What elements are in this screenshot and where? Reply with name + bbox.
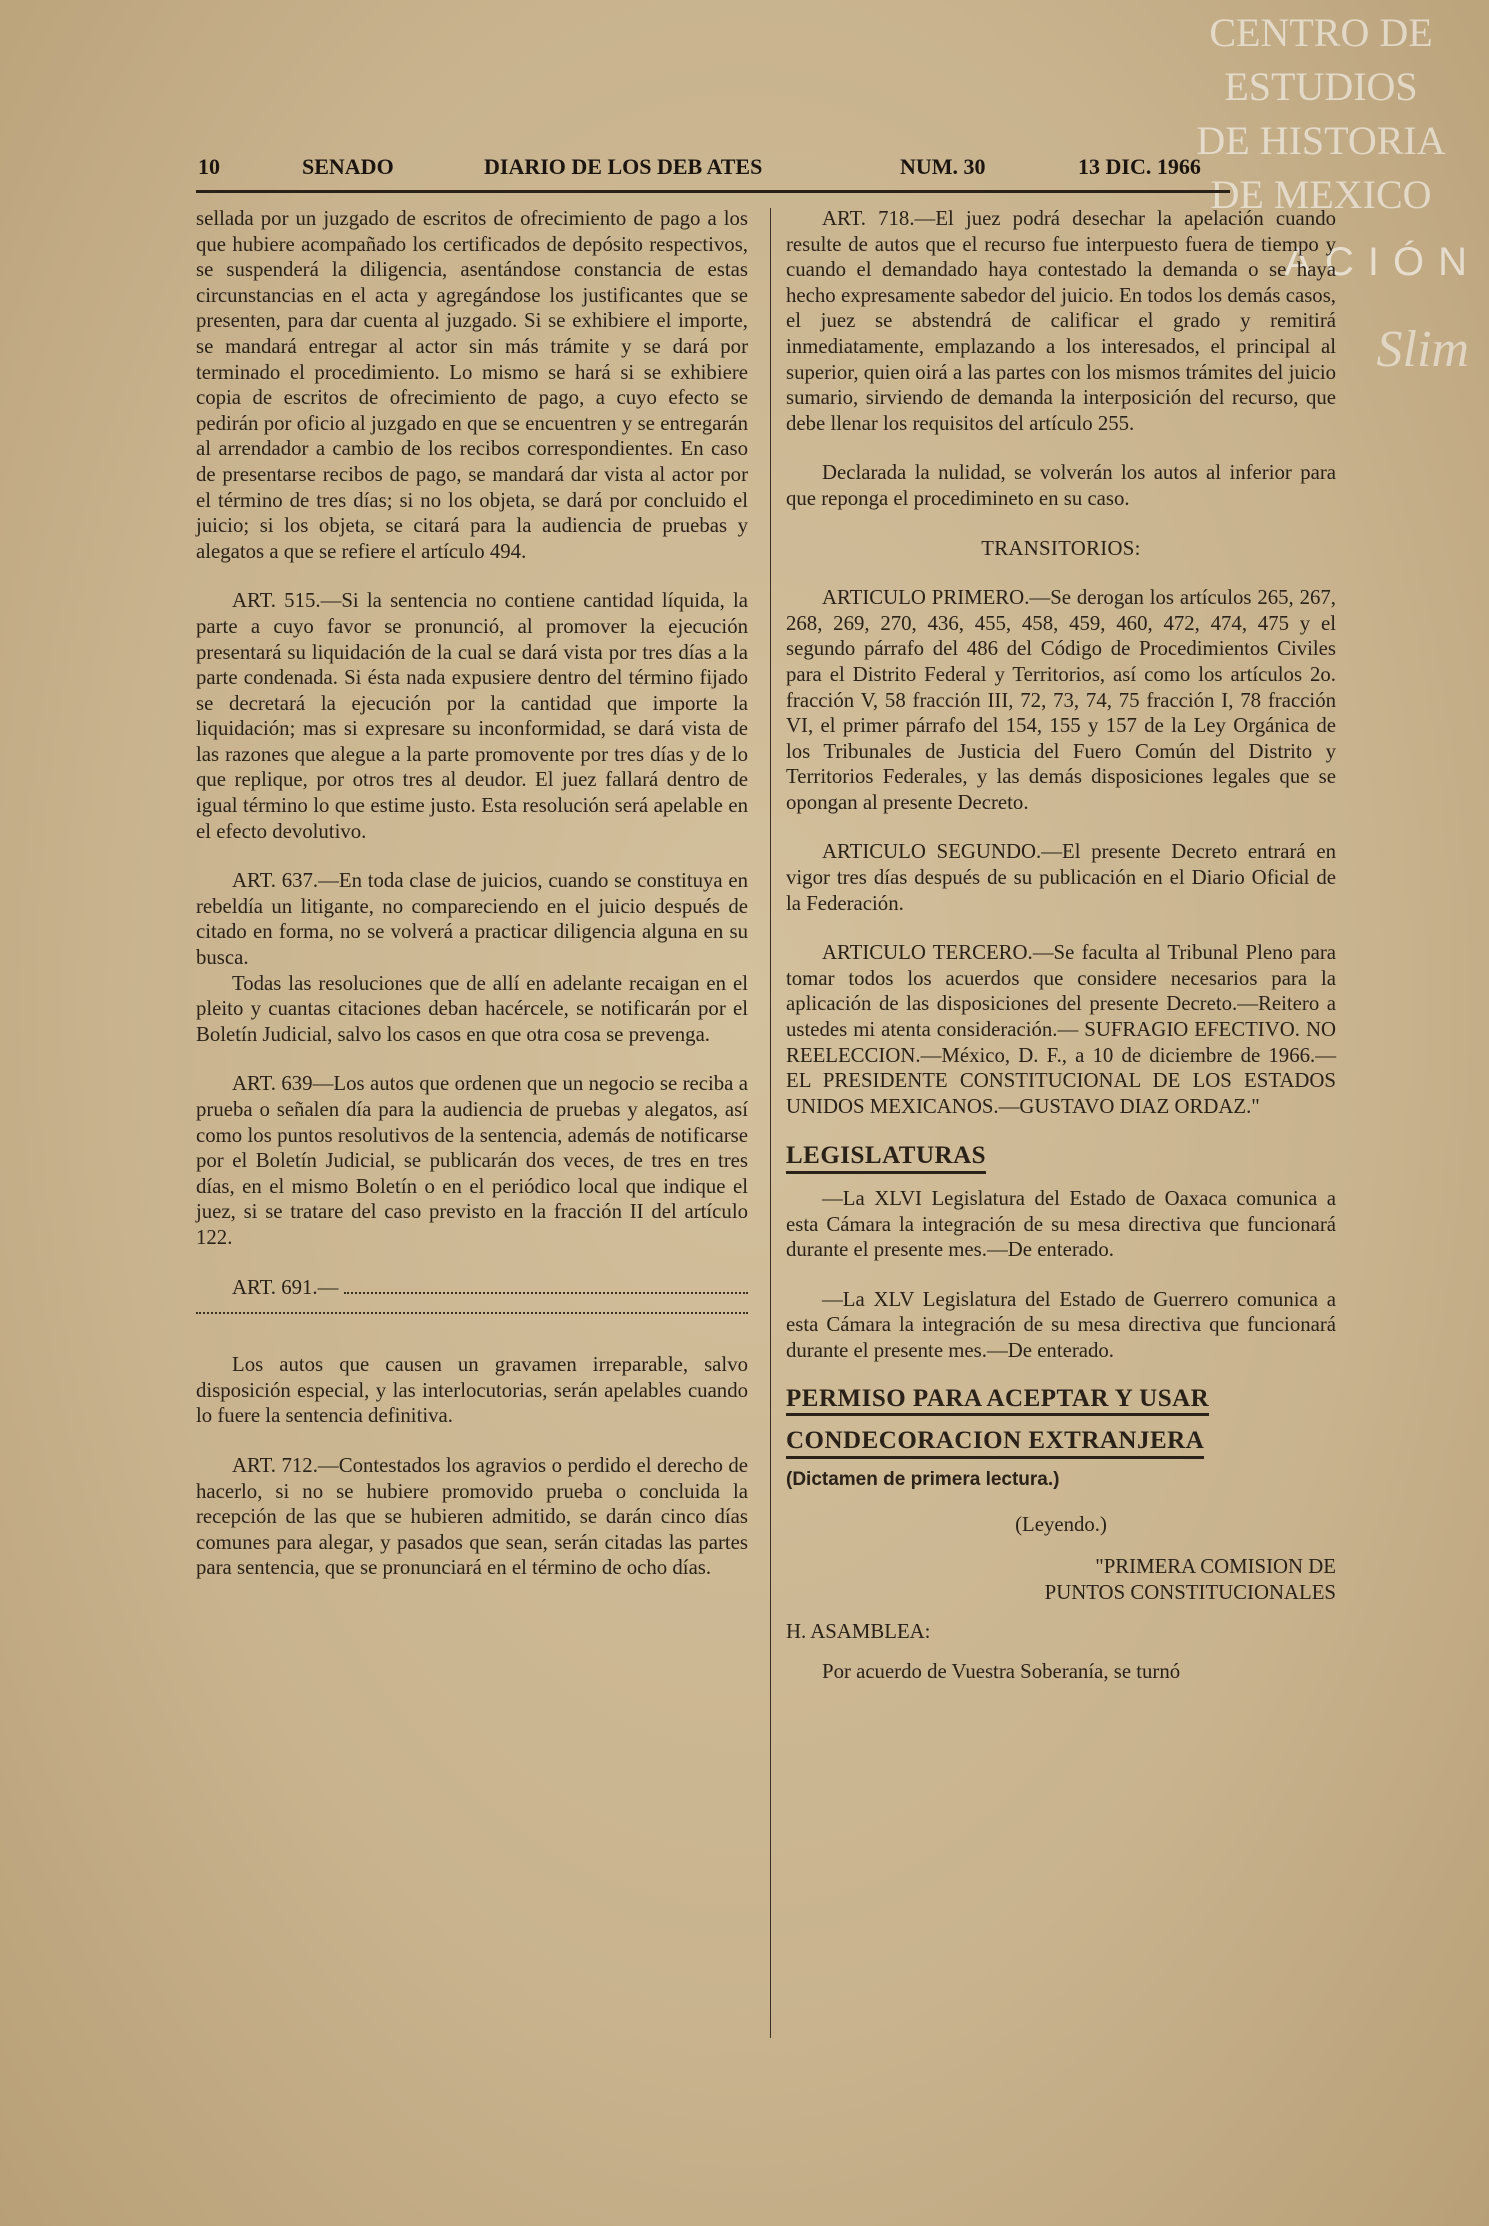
column-divider — [770, 208, 771, 2038]
paragraph: Los autos que causen un gravamen irreparable, salvo disposición especial, y las interlocutorias, serán apelables cuando lo fuere la sentencia definitiva. — [196, 1353, 748, 1428]
article-691-label: ART. 691.— — [232, 1275, 339, 1299]
article-718: ART. 718.—El juez podrá desechar la apelación cuando resulte de autos que el recurso fue interpuesto fuera de tiempo y cuando el demandado haya contestado la demanda o se haya hecho expresamente sabedor del juicio. En todos los demás casos, el juez se abstendrá de calificar el grado y remitirá inmediatamente, emplazando a los interesados, el principal al superior, quien oirá a las partes con los mismos trámites del juicio sumario, sirviendo de demanda la interposición del recurso, que debe llenar los requisitos del artículo 255. — [786, 207, 1336, 435]
article-691 — [196, 1275, 748, 1301]
article-637: ART. 637.—En toda clase de juicios, cuando se constituya en rebeldía un litigante, no compareciendo en el juicio después de citado en forma, no se volverá a practicar diligencia alguna en su busca. — [196, 869, 748, 970]
stage-direction: (Leyendo.) — [1015, 1513, 1107, 1537]
section-title-condecoracion: CONDECORACION EXTRANJERA — [786, 1428, 1204, 1459]
paragraph: —La XLVI Legislatura del Estado de Oaxaca comunica a esta Cámara la integración de su mesa directiva que funcionará durante el presente mes.—De enterado. — [786, 1187, 1336, 1262]
committee-name: PUNTOS CONSTITUCIONALES — [1044, 1580, 1336, 1604]
paragraph: sellada por un juzgado de escritos de ofrecimiento de pago a los que hubiere acompañado los certificados de depósito respectivos, se suspenderá la diligencia, asentándose constancia de estas circunstancias en el acta y agregándose los justificantes que se presenten, para dar cuenta al juzgado. Si se exhibiere el importe, se mandará entregar al actor sin más trámite y se dará por terminado el procedimiento. Lo mismo se hará si se exhibiere copia de escritos de ofrecimiento de pago, a cuyo efecto se pedirán por oficio al juzgado en que se encuentren y se entregarán al arrendador a cambio de los recibos correspondientes. En caso de presentarse recibos de pago, se mandará dar vista al actor por el término de tres días; si no los objeta, se dará por concluido el juicio; si los objeta, se citará para la audiencia de pruebas y alegatos a que se refiere el artículo 494. — [196, 207, 748, 563]
section-subtitle: (Dictamen de primera lectura.) — [786, 1468, 1060, 1490]
committee-name: "PRIMERA COMISION DE — [1095, 1554, 1336, 1578]
page-number: 10 — [198, 154, 220, 179]
header-chamber: SENADO — [302, 154, 394, 179]
paragraph: Por acuerdo de Vuestra Soberanía, se turnó — [822, 1659, 1181, 1683]
watermark-line: CENTRO DE — [1209, 10, 1433, 55]
header-publication: DIARIO DE LOS DEB ATES — [484, 154, 763, 179]
articulo-primero: ARTICULO PRIMERO.—Se derogan los artículos 265, 267, 268, 269, 270, 436, 455, 458, 459, 460, 472, 474, 475 y el segundo párrafo del 486 del Código de Procedimientos Civiles para el Distrito Federal y Territorios, así como los artículos 2o. fracción V, 58 fracción III, 72, 73, 74, 75 fracción I, 78 fracción VI, el primer párrafo del 154, 155 y 157 de la Ley Orgánica de los Tribunales de Justicia del Fuero Común del Distrito y Territorios Federales, y las demás disposiciones legales que se opongan al presente Decreto. — [786, 586, 1336, 814]
header-rule — [196, 190, 1230, 193]
left-column — [196, 206, 748, 1605]
watermark-line: DE HISTORIA — [1196, 118, 1446, 163]
articulo-tercero: ARTICULO TERCERO.—Se faculta al Tribunal Pleno para tomar todos los acuerdos que considere necesarios para la aplicación de las disposiciones del presente Decreto.—Reitero a ustedes mi atenta consideración.— SUFRAGIO EFECTIVO. NO REELECCION.—México, D. F., a 10 de diciembre de 1966.—EL PRESIDENTE CONSTITUCIONAL DE LOS ESTADOS UNIDOS MEXICANOS.—GUSTAVO DIAZ ORDAZ." — [786, 941, 1336, 1118]
article-712: ART. 712.—Contestados los agravios o perdido el derecho de hacerlo, si no se hubiere promovido prueba o concluida la recepción de las que se hubieren admitido, se darán cinco días comunes para alegar, y pasados que sean, serán citadas las partes para sentencia, que se pronunciará en el término de ocho días. — [196, 1453, 748, 1580]
dotted-leader — [344, 1292, 748, 1294]
watermark-line: ESTUDIOS — [1224, 64, 1418, 109]
paragraph: Declarada la nulidad, se volverán los autos al inferior para que reponga el procedimineto en su caso. — [786, 461, 1336, 510]
article-515: ART. 515.—Si la sentencia no contiene cantidad líquida, la parte a cuyo favor se pronunció, al promover la ejecución presentará su liquidación de la cual se dará vista por tres días a la parte condenada. Si ésta nada expusiere dentro del término fijado se decretará la ejecución por la cantidad que importe la liquidación; mas si expresare su inconformidad, se dará vista de las razones que alegue a la parte promovente por tres días y de lo que replique, por otros tres al deudor. El juez fallará dentro de igual término lo que estime justo. Esta resolución será apelable en el efecto devolutivo. — [196, 589, 748, 843]
section-title-legislaturas: LEGISLATURAS — [786, 1143, 986, 1174]
page-header — [198, 150, 1226, 186]
paragraph: Todas las resoluciones que de allí en adelante recaigan en el pleito y cuantas citaciones deban hacércele, se notificarán por el Boletín Judicial, salvo los casos en que otra cosa se prevenga. — [196, 971, 748, 1046]
article-639: ART. 639—Los autos que ordenen que un negocio se reciba a prueba o señalen día para la audiencia de pruebas y alegatos, así como los puntos resolutivos de la sentencia, además de notificarse por el Boletín Judicial, se publicarán dos veces, de tres en tres días, en el mismo Boletín o en el periódico local que indique el juez, si se tratare del caso previsto en la fracción II del artículo 122. — [196, 1072, 748, 1249]
header-number: NUM. 30 — [900, 154, 986, 179]
watermark-signature: Slim — [1376, 321, 1469, 378]
section-heading-transitorios: TRANSITORIOS: — [981, 536, 1141, 560]
articulo-segundo: ARTICULO SEGUNDO.—El presente Decreto entrará en vigor tres días después de su publicación en el Diario Oficial de la Federación. — [786, 840, 1336, 915]
dotted-leader — [196, 1312, 748, 1314]
paragraph: —La XLV Legislatura del Estado de Guerrero comunica a esta Cámara la integración de su mesa directiva que funcionará durante el presente mes.—De enterado. — [786, 1287, 1336, 1362]
watermark-line: DE MEXICO — [1210, 172, 1432, 217]
salutation: H. ASAMBLEA: — [786, 1620, 931, 1644]
section-title-permiso: PERMISO PARA ACEPTAR Y USAR — [786, 1386, 1209, 1417]
right-column — [786, 206, 1336, 1708]
header-date: 13 DIC. 1966 — [1078, 154, 1201, 179]
watermark-side-text: ACIÓN — [1284, 240, 1481, 284]
